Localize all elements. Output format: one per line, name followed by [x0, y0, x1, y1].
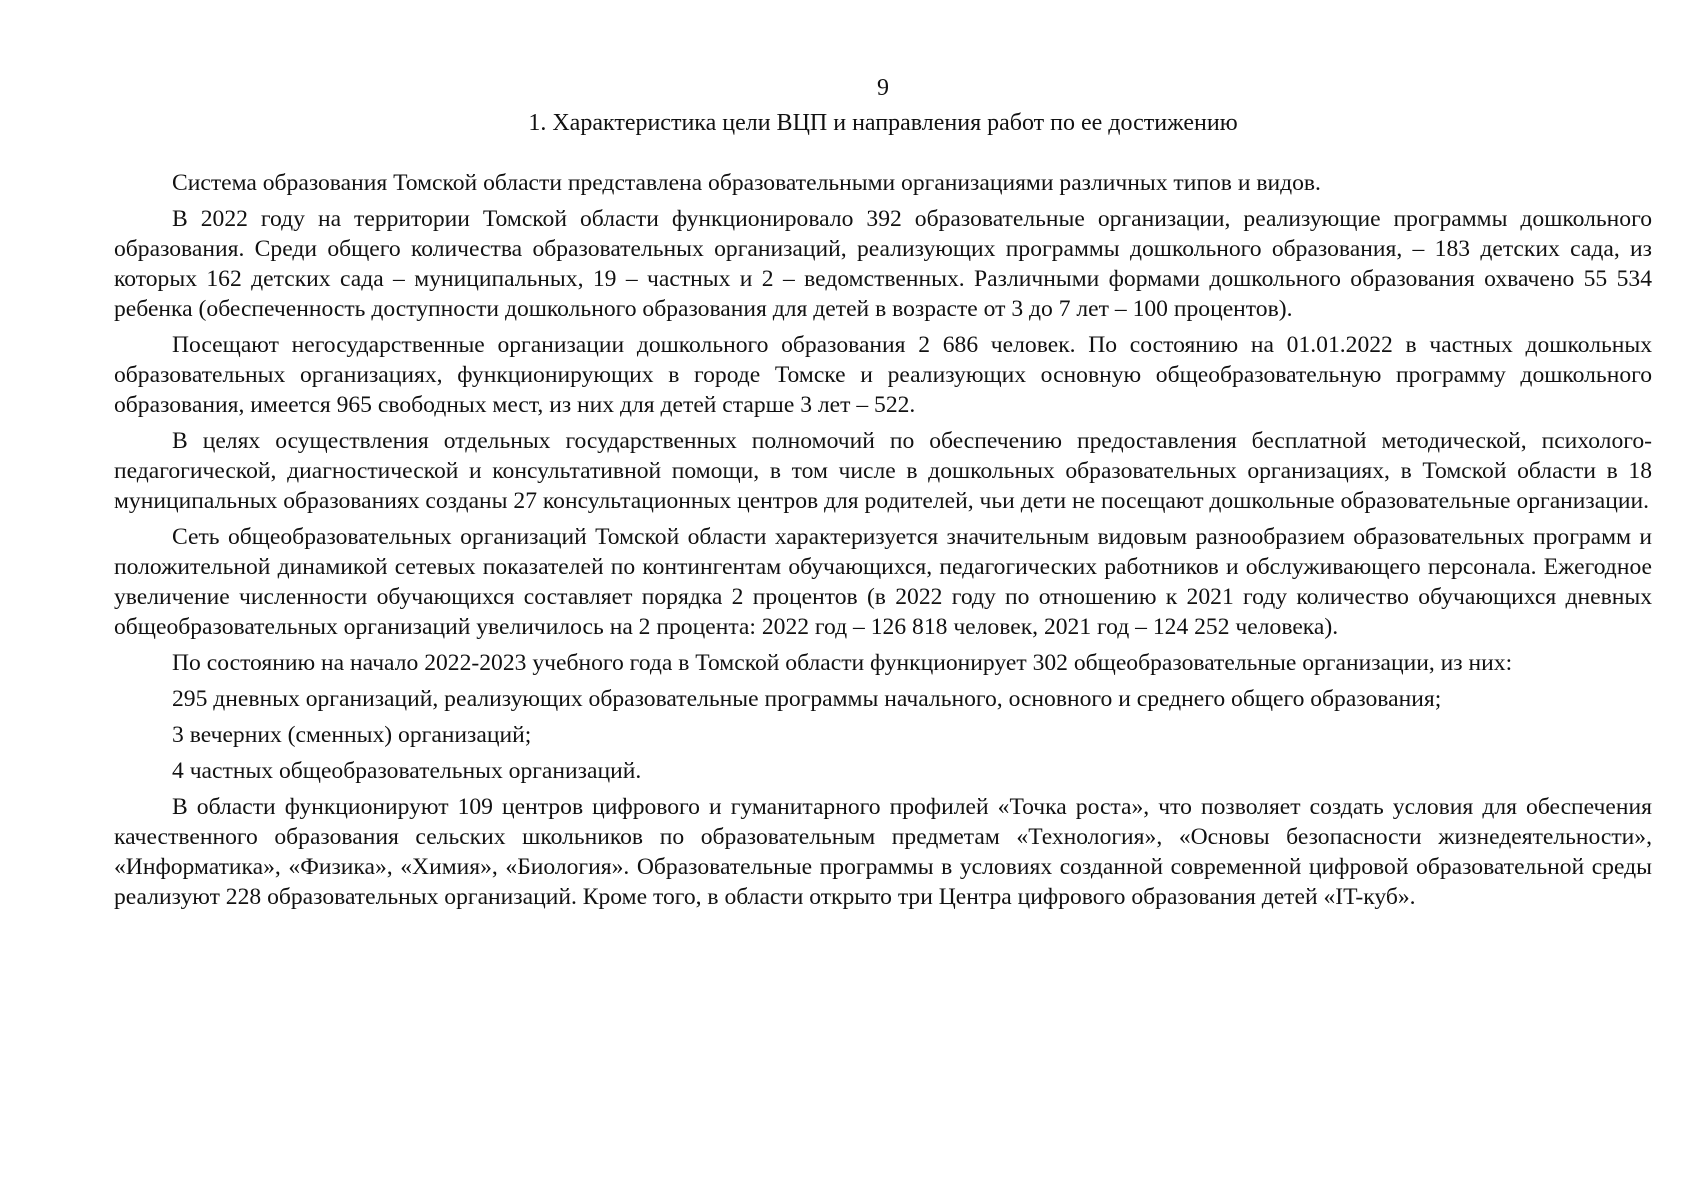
paragraph-preschool-organizations: В 2022 году на территории Томской области функционировало 392 образовательные организации, реализующие программы дошкольного образования. Среди общего количества образовательных организаций, реализующих программы дошкольного образования, – 183 детских сада, из которых 162 детских сада – муниципальных, 19 – частных и 2 – ведомственных. Различными формами дошкольного образования охвачено 55 534 ребенка (обеспеченность доступности дошкольного образования для детей в возрасте от 3 до 7 лет – 100 процентов).	[114, 206, 1652, 322]
list-item-evening-organizations: 3 вечерних (сменных) организаций;	[172, 722, 532, 748]
document-page	[114, 68, 1652, 918]
paragraph-intro: Система образования Томской области представлена образовательными организациями различных типов и видов.	[172, 170, 1321, 196]
paragraph-school-year-status: По состоянию на начало 2022-2023 учебного года в Томской области функционирует 302 общеобразовательные организации, из них:	[172, 650, 1513, 676]
paragraph-consultation-centers: В целях осуществления отдельных государственных полномочий по обеспечению предоставления бесплатной методической, психолого-педагогической, диагностической и консультативной помощи, в том числе в дошкольных образовательных организациях, в Томской области в 18 муниципальных образованиях созданы 27 консультационных центров для родителей, чьи дети не посещают дошкольные образовательные организации.	[114, 428, 1652, 514]
paragraph-private-preschool: Посещают негосударственные организации дошкольного образования 2 686 человек. По состоянию на 01.01.2022 в частных дошкольных образовательных организациях, функционирующих в городе Томске и реализующих основную общеобразовательную программу дошкольного образования, имеется 965 свободных мест, из них для детей старше 3 лет – 522.	[114, 332, 1652, 418]
page-number: 9	[877, 75, 889, 101]
list-item-private-organizations: 4 частных общеобразовательных организаций.	[172, 758, 642, 784]
list-item-day-organizations: 295 дневных организаций, реализующих образовательные программы начального, основного и среднего общего образования;	[172, 686, 1442, 712]
paragraph-general-education-network: Сеть общеобразовательных организаций Томской области характеризуется значительным видовым разнообразием образовательных программ и положительной динамикой сетевых показателей по контингентам обучающихся, педагогических работников и обслуживающего персонала. Ежегодное увеличение численности обучающихся составляет порядка 2 процентов (в 2022 году по отношению к 2021 году количество обучающихся дневных общеобразовательных организаций увеличилось на 2 процента: 2022 год – 126 818 человек, 2021 год – 124 252 человека).	[114, 524, 1652, 640]
paragraph-growth-points: В области функционируют 109 центров цифрового и гуманитарного профилей «Точка роста», что позволяет создать условия для обеспечения качественного образования сельских школьников по образовательным предметам «Технология», «Основы безопасности жизнедеятельности», «Информатика», «Физика», «Химия», «Биология». Образовательные программы в условиях созданной современной цифровой образовательной среды реализуют 228 образовательных организаций. Кроме того, в области открыто три Центра цифрового образования детей «IT-куб».	[114, 794, 1652, 910]
section-heading: 1. Характеристика цели ВЦП и направления работ по ее достижению	[528, 110, 1238, 136]
